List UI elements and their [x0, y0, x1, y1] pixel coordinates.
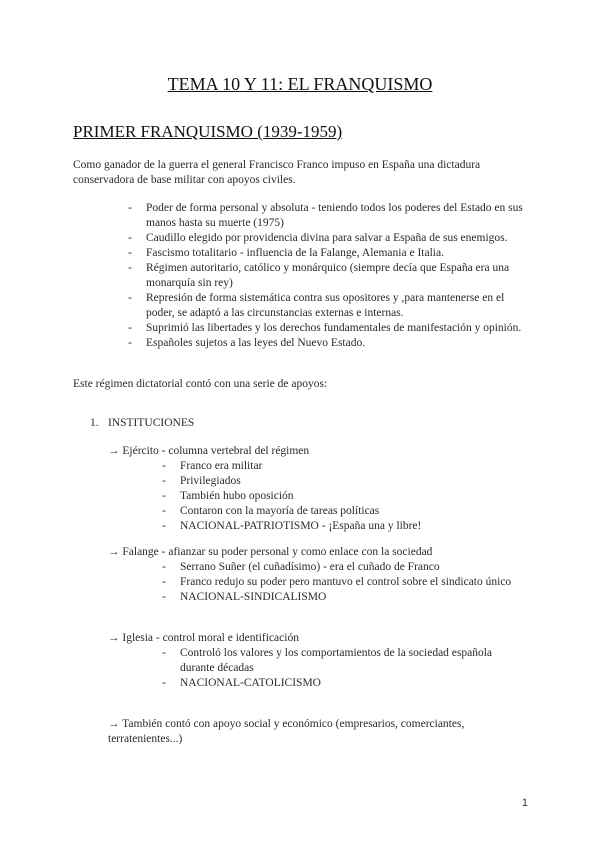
- group-list-falange: [162, 560, 522, 605]
- list-item: - Suprimió las libertades y los derechos fundamentales de manifestación y opinión.: [128, 321, 528, 336]
- feature-list: [128, 201, 528, 351]
- list-item: - Serrano Suñer (el cuñadísimo) - era el cuñado de Franco: [162, 560, 522, 575]
- intro-paragraph: Como ganador de la guerra el general Francisco Franco impuso en España una dictadura conservadora de base militar con apoyos civiles.: [73, 159, 481, 186]
- list-item: - Caudillo elegido por providencia divina para salvar a España de sus enemigos.: [128, 231, 528, 246]
- page-number: 1: [521, 797, 528, 809]
- list-item: - Franco redujo su poder pero mantuvo el control sobre el sindicato único: [162, 575, 522, 590]
- group-heading-ejercito: → Ejército - columna vertebral del régimen: [108, 445, 310, 457]
- list-item: - NACIONAL-CATOLICISMO: [162, 676, 522, 691]
- document-title: TEMA 10 Y 11: EL FRANQUISMO: [167, 74, 433, 94]
- list-item: - NACIONAL-SINDICALISMO: [162, 590, 522, 605]
- item-label: INSTITUCIONES: [108, 417, 195, 429]
- group-heading-iglesia: → Iglesia - control moral e identificación: [108, 632, 299, 644]
- list-item: - Privilegiados: [162, 474, 522, 489]
- item-number: 1.: [90, 417, 99, 429]
- list-item: - Poder de forma personal y absoluta - teniendo todos los poderes del Estado en sus manos hasta su muerte (1975): [128, 201, 528, 231]
- list-item: - Controló los valores y los comportamientos de la sociedad española durante décadas: [162, 646, 522, 676]
- apoyos-paragraph: Este régimen dictatorial contó con una serie de apoyos:: [73, 378, 328, 390]
- list-item: - Fascismo totalitario - influencia de la Falange, Alemania e Italia.: [128, 246, 528, 261]
- list-item: - También hubo oposición: [162, 489, 522, 504]
- group-heading-falange: → Falange - afianzar su poder personal y como enlace con la sociedad: [108, 546, 433, 558]
- group-list-ejercito: [162, 459, 522, 534]
- list-item: - NACIONAL-PATRIOTISMO - ¡España una y libre!: [162, 519, 522, 534]
- list-item: - Régimen autoritario, católico y monárquico (siempre decía que España era una monarquía sin rey): [128, 261, 528, 291]
- numbered-item: [90, 416, 194, 431]
- list-item: - Franco era militar: [162, 459, 522, 474]
- list-item: - Represión de forma sistemática contra sus opositores y ,para mantenerse en el poder, se adaptó a las circunstancias externas e internas.: [128, 291, 528, 321]
- final-paragraph: → También contó con apoyo social y económico (empresarios, comerciantes, terratenientes...): [108, 718, 465, 745]
- group-list-iglesia: [162, 646, 522, 691]
- list-item: - Contaron con la mayoría de tareas políticas: [162, 504, 522, 519]
- section-heading: PRIMER FRANQUISMO (1939-1959): [73, 122, 343, 141]
- list-item: - Españoles sujetos a las leyes del Nuevo Estado.: [128, 336, 528, 351]
